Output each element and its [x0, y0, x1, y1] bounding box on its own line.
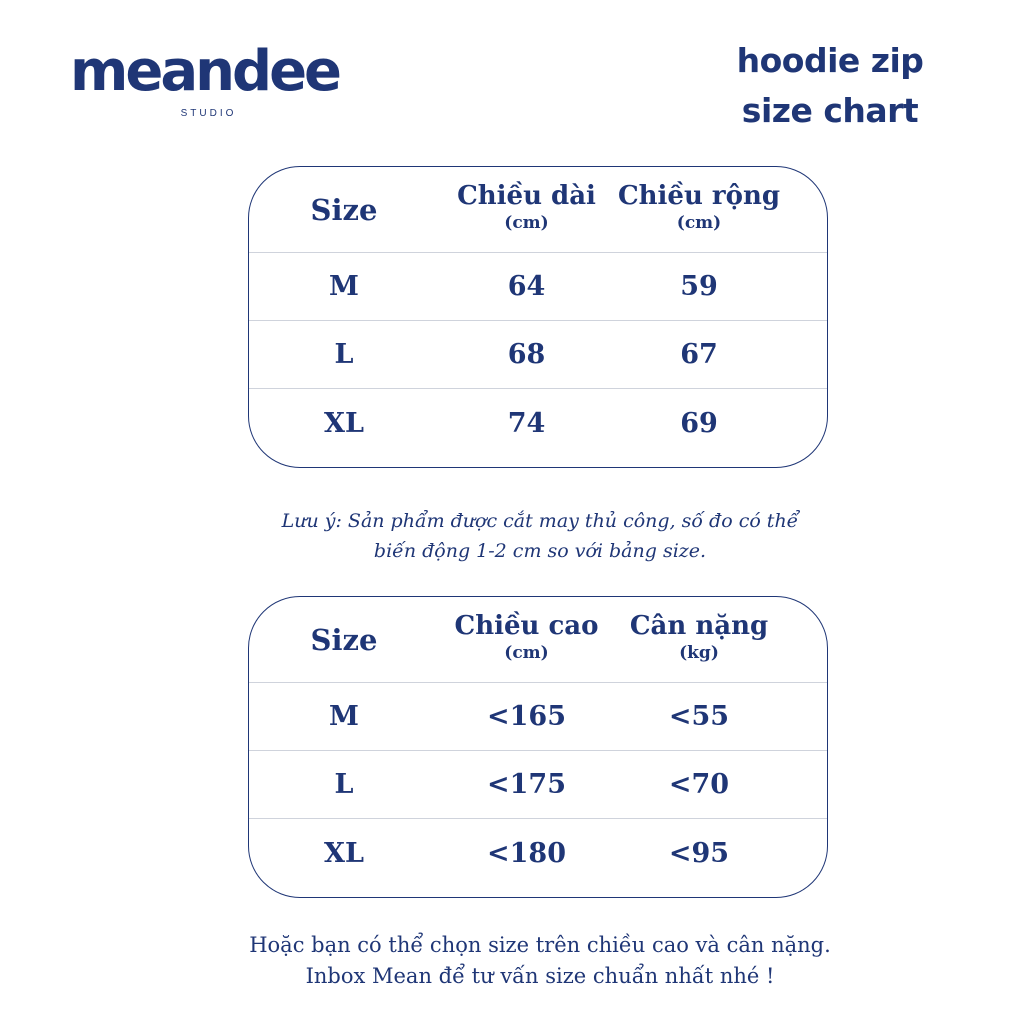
table-row [249, 819, 827, 887]
weight-cell: <95 [668, 837, 730, 869]
header-length-unit: (cm) [504, 213, 549, 233]
header-weight-unit: (kg) [679, 643, 719, 663]
advice-note [180, 930, 900, 992]
size-cell: L [334, 339, 354, 370]
length-cell: 68 [507, 339, 546, 370]
body-size-table [248, 596, 828, 898]
brand-logo [70, 39, 342, 119]
header-width [609, 167, 789, 252]
header-height-label: Chiều cao [454, 611, 599, 641]
header-height-unit: (cm) [504, 643, 549, 663]
page-title-line-1: hoodie zip [736, 41, 924, 80]
header-length [439, 167, 614, 252]
table-row [249, 683, 827, 751]
header-length-label: Chiều dài [457, 181, 596, 211]
table-row [249, 321, 827, 389]
length-cell: 64 [507, 271, 546, 302]
handmade-note [180, 506, 900, 566]
advice-note-line-2: Inbox Mean để tư vấn size chuẩn nhất nhé ! [305, 964, 775, 988]
size-cell: XL [324, 407, 364, 439]
header-width-label: Chiều rộng [617, 181, 781, 211]
weight-cell: <55 [668, 701, 730, 732]
header-size: Size [310, 622, 378, 657]
table-header-row [249, 167, 827, 253]
height-cell: <175 [487, 769, 566, 800]
size-cell: M [329, 271, 359, 302]
header-size: Size [310, 192, 378, 227]
brand-subtitle: STUDIO [180, 108, 237, 119]
header-weight [609, 597, 789, 682]
width-cell: 67 [680, 339, 718, 370]
table-header-row [249, 597, 827, 683]
width-cell: 69 [680, 407, 718, 439]
size-cell: XL [324, 837, 364, 869]
size-cell: L [334, 769, 354, 800]
header-weight-label: Cân nặng [629, 611, 769, 641]
handmade-note-line-1: Lưu ý: Sản phẩm được cắt may thủ công, số đo có thể [281, 510, 799, 532]
table-row [249, 253, 827, 321]
height-cell: <180 [487, 837, 566, 869]
handmade-note-line-2: biến động 1-2 cm so với bảng size. [373, 540, 707, 562]
height-cell: <165 [487, 701, 566, 732]
length-cell: 74 [507, 407, 546, 439]
page-title [700, 36, 960, 136]
header-width-unit: (cm) [676, 213, 722, 233]
advice-note-line-1: Hoặc bạn có thể chọn size trên chiều cao và cân nặng. [249, 933, 831, 957]
measurement-size-table [248, 166, 828, 468]
width-cell: 59 [680, 271, 718, 302]
page-title-line-2: size chart [741, 91, 919, 130]
header-height [439, 597, 614, 682]
brand-name: meandee [70, 39, 340, 104]
table-row [249, 751, 827, 819]
size-cell: M [329, 701, 359, 732]
weight-cell: <70 [668, 769, 730, 800]
table-row [249, 389, 827, 457]
